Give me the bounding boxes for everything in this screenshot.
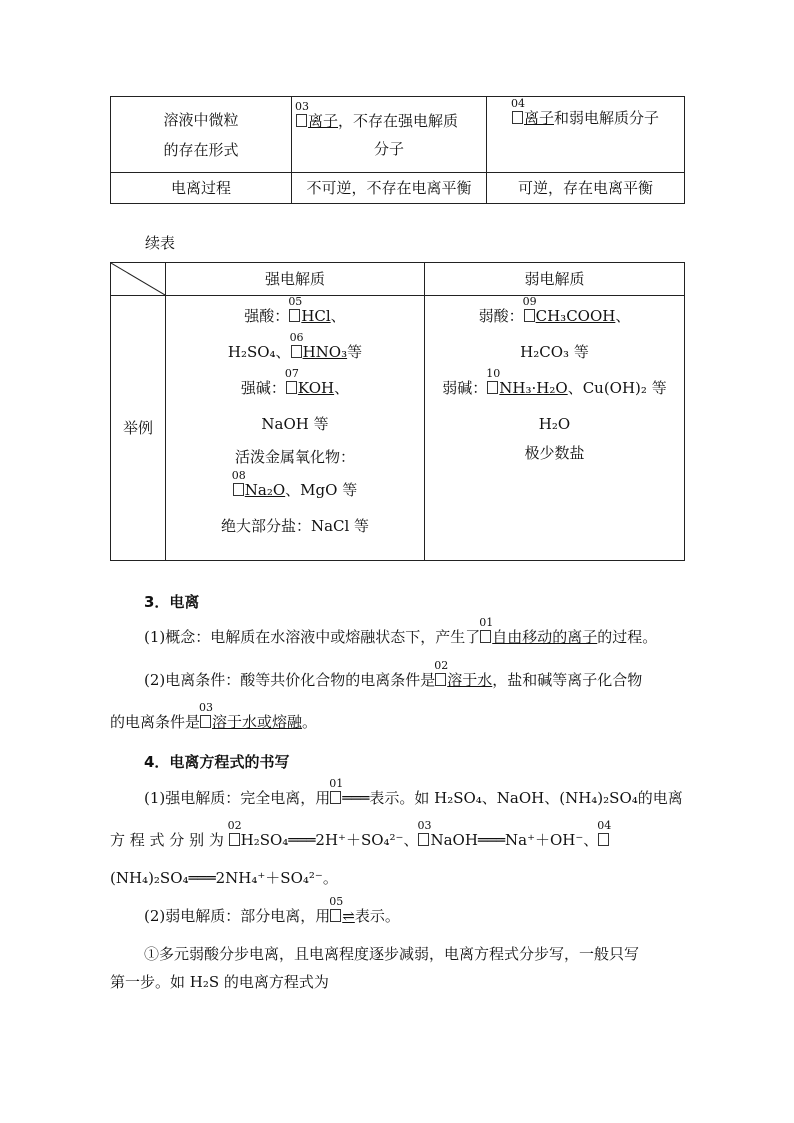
cell-strong-examples <box>166 296 425 561</box>
answer-blank-icon: 03 <box>296 114 307 127</box>
cell-text: 和弱电解质分子 <box>554 109 660 127</box>
header-strong: 强电解质 <box>166 263 425 296</box>
cell-text: ，不存在强电解质 <box>338 111 459 130</box>
strong-base-line2: NaOH 等 <box>261 415 329 433</box>
paragraph-weak <box>110 895 719 928</box>
para-text: 方 程 式 分 别 为 <box>110 831 224 849</box>
cell-weak-process: 可逆，存在电离平衡 <box>487 173 685 204</box>
answer-fill: 离子 <box>523 109 554 127</box>
cell-weak-particle <box>487 97 685 173</box>
equation-text: H₂SO₄═══2H⁺＋SO₄²⁻、 <box>240 831 419 849</box>
cell-text: 弱碱： <box>442 379 488 397</box>
weak-acid-line <box>429 295 680 334</box>
answer-fill: HNO₃ <box>302 343 348 361</box>
para-text: (2)电离条件：酸等共价化合物的电离条件是 <box>144 671 436 689</box>
cell-text: 强酸： <box>244 307 290 325</box>
answer-blank-icon: 09 <box>524 309 535 322</box>
para-text: 。 <box>302 713 318 731</box>
diagonal-line-icon <box>111 263 165 295</box>
para-text: ，盐和碱等离子化合物 <box>492 671 643 689</box>
para-text: (2)弱电解质：部分电离，用 <box>144 907 331 925</box>
cell-weak-examples <box>425 296 685 561</box>
cell-strong-process: 不可逆，不存在电离平衡 <box>292 173 487 204</box>
cell-text: 、Cu(OH)₂ 等 <box>567 379 667 397</box>
para-text: (1)概念：电解质在水溶液中或熔融状态下，产生了 <box>144 628 481 646</box>
answer-fill: 溶于水或熔融 <box>212 713 303 731</box>
para-text: 表示。 <box>354 907 400 925</box>
answer-fill: Na₂O <box>244 481 286 499</box>
paragraph-condition-cont <box>110 701 685 734</box>
oxide-line <box>170 469 420 508</box>
answer-fill: 自由移动的离子 <box>492 628 598 646</box>
oxide-label: 活泼金属氧化物： <box>234 448 355 466</box>
answer-blank-icon: 01 <box>330 791 341 804</box>
answer-fill: ⇌ <box>342 907 355 925</box>
comparison-table-top <box>110 96 685 204</box>
weak-salts-line: 极少数盐 <box>524 444 585 462</box>
paragraph-equations <box>110 819 685 852</box>
answer-blank-icon: 04 <box>512 111 523 124</box>
cell-text: 、MgO 等 <box>285 481 358 499</box>
answer-blank-icon: 10 <box>487 381 498 394</box>
answer-blank-icon: 08 <box>233 483 244 496</box>
answer-fill: CH₃COOH <box>535 307 616 325</box>
answer-blank-icon: 05 <box>330 909 341 922</box>
row-label-process: 电离过程 <box>111 173 292 204</box>
answer-blank-icon: 06 <box>291 345 302 358</box>
cell-text: 等 <box>347 343 363 361</box>
answer-blank-icon: 02 <box>435 673 446 686</box>
answer-blank-icon: 03 <box>200 715 211 728</box>
answer-fill: HCl <box>301 307 331 325</box>
paragraph-concept <box>110 616 719 649</box>
answer-blank-icon: 04 <box>598 833 609 846</box>
answer-fill: KOH <box>297 379 335 397</box>
para-text: (1)强电解质：完全电离，用 <box>144 789 331 807</box>
paragraph-polyprotic-cont: 第一步。如 H₂S 的电离方程式为 <box>110 973 329 991</box>
cell-text: 、 <box>334 379 350 397</box>
para-text: ═══表示。如 H₂SO₄、NaOH、(NH₄)₂SO₄的电离 <box>342 789 683 807</box>
salt-line: 绝大部分盐：NaCl 等 <box>220 517 370 535</box>
paragraph-strong <box>110 777 719 810</box>
water-line: H₂O <box>538 415 571 433</box>
cell-text: 分子 <box>373 139 404 158</box>
equation-line-ammonium: (NH₄)₂SO₄═══2NH₄⁺＋SO₄²⁻。 <box>110 869 338 887</box>
cell-strong-particle <box>292 97 487 173</box>
weak-base-line <box>429 367 680 406</box>
equation-text: NaOH═══Na⁺＋OH⁻、 <box>430 831 599 849</box>
section-heading-equation: 4．电离方程式的书写 <box>144 753 290 771</box>
paragraph-condition <box>110 659 719 692</box>
cell-text: 、 <box>615 307 631 325</box>
weak-acid-line2: H₂CO₃ 等 <box>520 343 589 361</box>
answer-fill: NH₃·H₂O <box>499 379 568 397</box>
answer-blank-icon: 01 <box>480 630 491 643</box>
cell-text: 弱酸： <box>478 307 524 325</box>
strong-acid-line2 <box>170 331 420 370</box>
answer-blank-icon: 03 <box>418 833 429 846</box>
header-weak: 弱电解质 <box>425 263 685 296</box>
continued-label: 续表 <box>145 234 176 252</box>
cell-text: H₂SO₄、 <box>227 343 291 361</box>
cell-text: 、 <box>330 307 346 325</box>
para-text: 的过程。 <box>597 628 658 646</box>
answer-blank-icon: 07 <box>286 381 297 394</box>
section-heading-ionization: 3．电离 <box>144 593 200 611</box>
paragraph-polyprotic: ①多元弱酸分步电离，且电离程度逐步减弱，电离方程式分步写，一般只写 <box>144 945 640 963</box>
cell-text: 强碱： <box>240 379 286 397</box>
label-line1: 溶液中微粒 <box>163 110 239 129</box>
answer-fill: 离子 <box>308 111 339 130</box>
strong-base-line <box>170 367 420 406</box>
para-text: 的电离条件是 <box>110 713 201 731</box>
row-label-particle-form <box>111 97 292 173</box>
label-line2: 的存在形式 <box>163 140 239 159</box>
strong-acid-line <box>170 295 420 334</box>
diagonal-header-cell <box>111 263 166 296</box>
answer-fill: 溶于水 <box>447 671 493 689</box>
answer-blank-icon: 05 <box>289 309 300 322</box>
answer-blank-icon: 02 <box>229 833 240 846</box>
examples-table <box>110 262 685 561</box>
row-label-examples: 举例 <box>111 296 166 561</box>
